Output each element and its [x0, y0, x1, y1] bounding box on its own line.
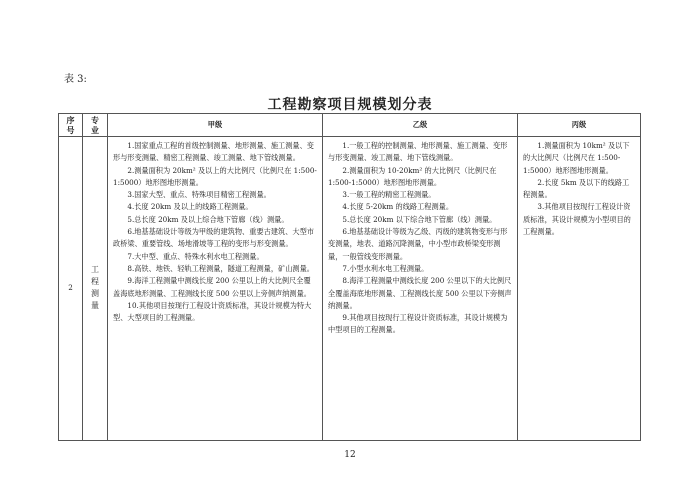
header-seq: 序 号 — [59, 114, 83, 137]
grade-b-cell — [323, 137, 518, 441]
grade-c-item: 3.其他项目按现行工程设计资质标准，其设计规模为小型项目的工程测量。 — [523, 202, 631, 237]
grade-b-item: 5.总长度 20km 以下综合地下管廊（线）测量。 — [342, 214, 497, 224]
grade-b-item: 2.测量面积为 10-20km² 的大比例尺（比例尺在 1:500-1:5000）地形图地形测量。 — [328, 165, 497, 187]
grade-b-item: 4.长度 5-20km 的线路工程测量。 — [342, 202, 454, 212]
grade-a-item: 4.长度 20km 及以上的线路工程测量。 — [127, 202, 253, 212]
grade-b-item: 8.海洋工程测量中测线长度 200 公里以下的大比例尺全覆盖海底地形测量、工程测线长度 500 公里以下旁侧声纳测量。 — [328, 276, 512, 310]
table-header-row — [59, 114, 641, 137]
row-major — [83, 137, 108, 441]
grade-a-item: 7.大中型、重点、特殊水利水电工程测量。 — [127, 251, 264, 261]
grade-a-cell — [108, 137, 323, 441]
grade-b-item: 1.一般工程的控制测量、地形测量、施工测量、变形与形变测量、竣工测量、地下管线测量。 — [328, 141, 508, 163]
grade-a-item: 3.国家大型、重点、特殊项目精密工程测量。 — [127, 190, 271, 200]
row-seq: 2 — [59, 137, 83, 441]
row-major-label: 工程测量 — [91, 265, 99, 311]
grade-b-item: 6.地基基础设计等级为乙级、丙级的建筑物变形与形变测量，地表、道路沉降测量，中小型市政桥梁变形测量，一般管线变形测量。 — [328, 227, 508, 261]
grade-a-item: 2.测量面积为 20km² 及以上的大比例尺（比例尺在 1:500-1:5000）地形图地形测量。 — [113, 165, 317, 187]
grade-a-item: 5.总长度 20km 及以上综合地下管廊（线）测量。 — [127, 214, 289, 224]
page-number: 12 — [344, 450, 356, 460]
grade-c-item: 1.测量面积为 10km² 及以下的大比例尺（比例尺在 1:500-1:5000）地形图地形测量。 — [523, 141, 630, 175]
grade-c-item: 2.长度 5km 及以下的线路工程测量。 — [523, 177, 630, 200]
header-grade-c: 丙级 — [518, 114, 641, 137]
grade-b-item: 7.小型水利水电工程测量。 — [342, 263, 429, 273]
grade-a-item: 10.其他项目按现行工程设计资质标准，其设计规模为特大型、大型项目的工程测量。 — [113, 300, 312, 323]
page-title: 工程勘察项目规模划分表 — [267, 97, 433, 113]
grade-a-item: 6.地基基础设计等级为甲级的建筑物、重要古建筑、大型市政桥梁、重要管线、场地滑坡等工程的变形与形变测量。 — [113, 227, 314, 249]
grade-a-item: 9.海洋工程测量中测线长度 200 公里以上的大比例尺全覆盖海底地形测量、工程测线长度 500 公里以上旁侧声纳测量。 — [113, 276, 311, 298]
grade-b-item: 9.其他项目按现行工程设计资质标准，其设计规模为中型项目的工程测量。 — [328, 313, 508, 335]
header-grade-a: 甲级 — [108, 114, 323, 137]
survey-scale-table — [58, 113, 641, 441]
grade-a-item: 8.高铁、地铁、轻轨工程测量，隧道工程测量，矿山测量。 — [127, 263, 314, 273]
grade-a-item: 1.国家重点工程的首级控制测量、地形测量、施工测量、变形与形变测量、精密工程测量、竣工测量、地下管线测量。 — [113, 141, 314, 163]
table-row — [59, 137, 641, 441]
grade-c-cell — [518, 137, 641, 441]
header-major: 专 业 — [83, 114, 108, 137]
table-number-label: 表 3: — [64, 74, 87, 85]
header-grade-b: 乙级 — [323, 114, 518, 137]
grade-b-item: 3.一般工程的精密工程测量。 — [342, 190, 436, 200]
